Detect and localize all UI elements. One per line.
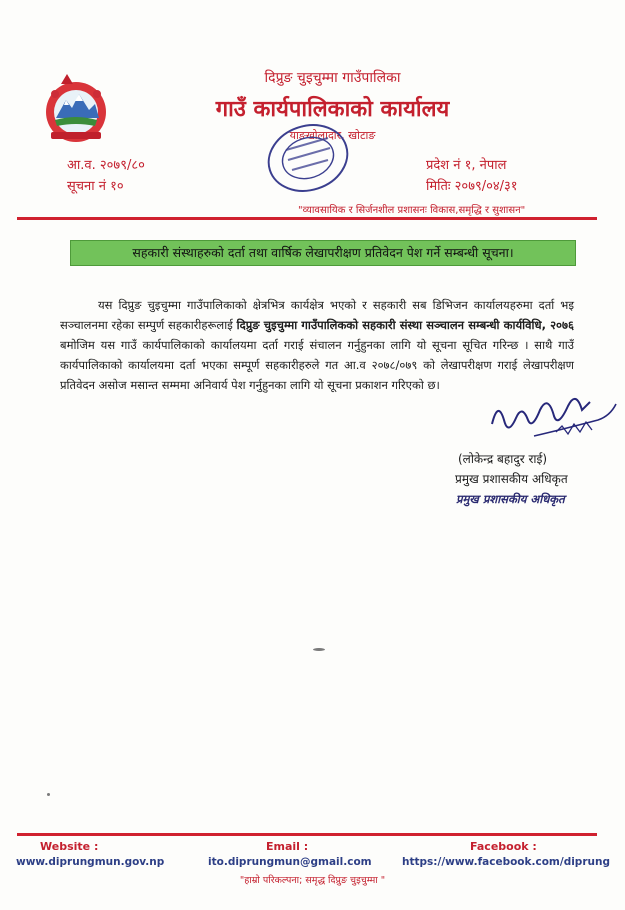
fiscal-year: आ.व. २०७९/८० <box>67 158 145 173</box>
body-text-part1: यस दिप्रुङ चुइचुम्मा गाउँपालिकाको क्षेत्रभित्र कार्यक्षेत्र भएको र सहकारी सब डिभिजन कार्यालयहरुमा दर्ता भइ सञ्चालनमा रहेका सम्पुर्ण सहकारीहरूलाई <box>60 298 574 332</box>
body-text-part2: बमोजिम यस गाउँ कार्यपालिकाको कार्यालयमा दर्ता गराई संचालन गर्नुहुनका लागि यो सूचना सूचित गरिन्छ । साथै गाउँ कार्यपालिकाको कार्यालयमा दर्ता भएका सम्पूर्ण सहकारीहरुले गत आ.व २०७८/०७९ को लेखापरीक्षण गराई लेखापरीक्षण प्रतिवेदन असोज मसान्त सम्ममा अनिवार्य पेश गर्नुहुनका लागि यो सूचना प्रकाशन गरिएको छ। <box>60 338 574 392</box>
facebook-label: Facebook : <box>470 840 537 853</box>
office-tagline: "व्यावसायिक र सिर्जनशील प्रशासनः विकास,समृद्धि र सुशासन" <box>298 205 526 216</box>
office-stamp-icon <box>262 120 354 196</box>
signatory-stamp: प्रमुख प्रशासकीय अधिकृत <box>456 492 565 506</box>
notice-number: सूचना नं १० <box>67 179 124 194</box>
signature-icon <box>470 380 620 460</box>
website-label: Website : <box>40 840 99 853</box>
footer-divider <box>17 833 597 836</box>
signatory-name: (लोकेन्द्र बहादुर राई) <box>458 452 548 466</box>
office-address: याङखोलादार, खोटाङ <box>289 129 376 142</box>
province: प्रदेश नं १, नेपाल <box>426 158 507 173</box>
office-title: गाउँ कार्यपालिकाको कार्यालय <box>215 97 450 122</box>
notice-subject: सहकारी संस्थाहरुको दर्ता तथा वार्षिक लेखापरीक्षण प्रतिवेदन पेश गर्ने सम्बन्धी सूचना। <box>132 245 514 260</box>
footer-motto: "हाम्रो परिकल्पना; समृद्ध दिप्रुङ चुइचुम्मा " <box>239 875 386 886</box>
signatory-title: प्रमुख प्रशासकीय अधिकृत <box>455 472 568 486</box>
website-link[interactable]: www.diprungmun.gov.np <box>16 856 165 868</box>
scan-speck <box>313 648 325 651</box>
facebook-link[interactable]: https://www.facebook.com/diprung <box>402 856 610 868</box>
body-text-bold: दिप्रुङ चुइचुम्मा गाउँपालिकको सहकारी संस्था सञ्चालन सम्बन्धी कार्यविधि, २०७६ <box>236 318 574 332</box>
scan-speck <box>47 793 50 796</box>
email-link[interactable]: ito.diprungmun@gmail.com <box>208 856 372 868</box>
notice-date: मितिः २०७९/०४/३१ <box>426 179 518 194</box>
header-divider <box>17 217 597 220</box>
municipality-name: दिप्रुङ चुइचुम्मा गाउँपालिका <box>264 70 401 86</box>
email-label: Email : <box>266 840 309 853</box>
notice-subject-box <box>70 240 576 266</box>
